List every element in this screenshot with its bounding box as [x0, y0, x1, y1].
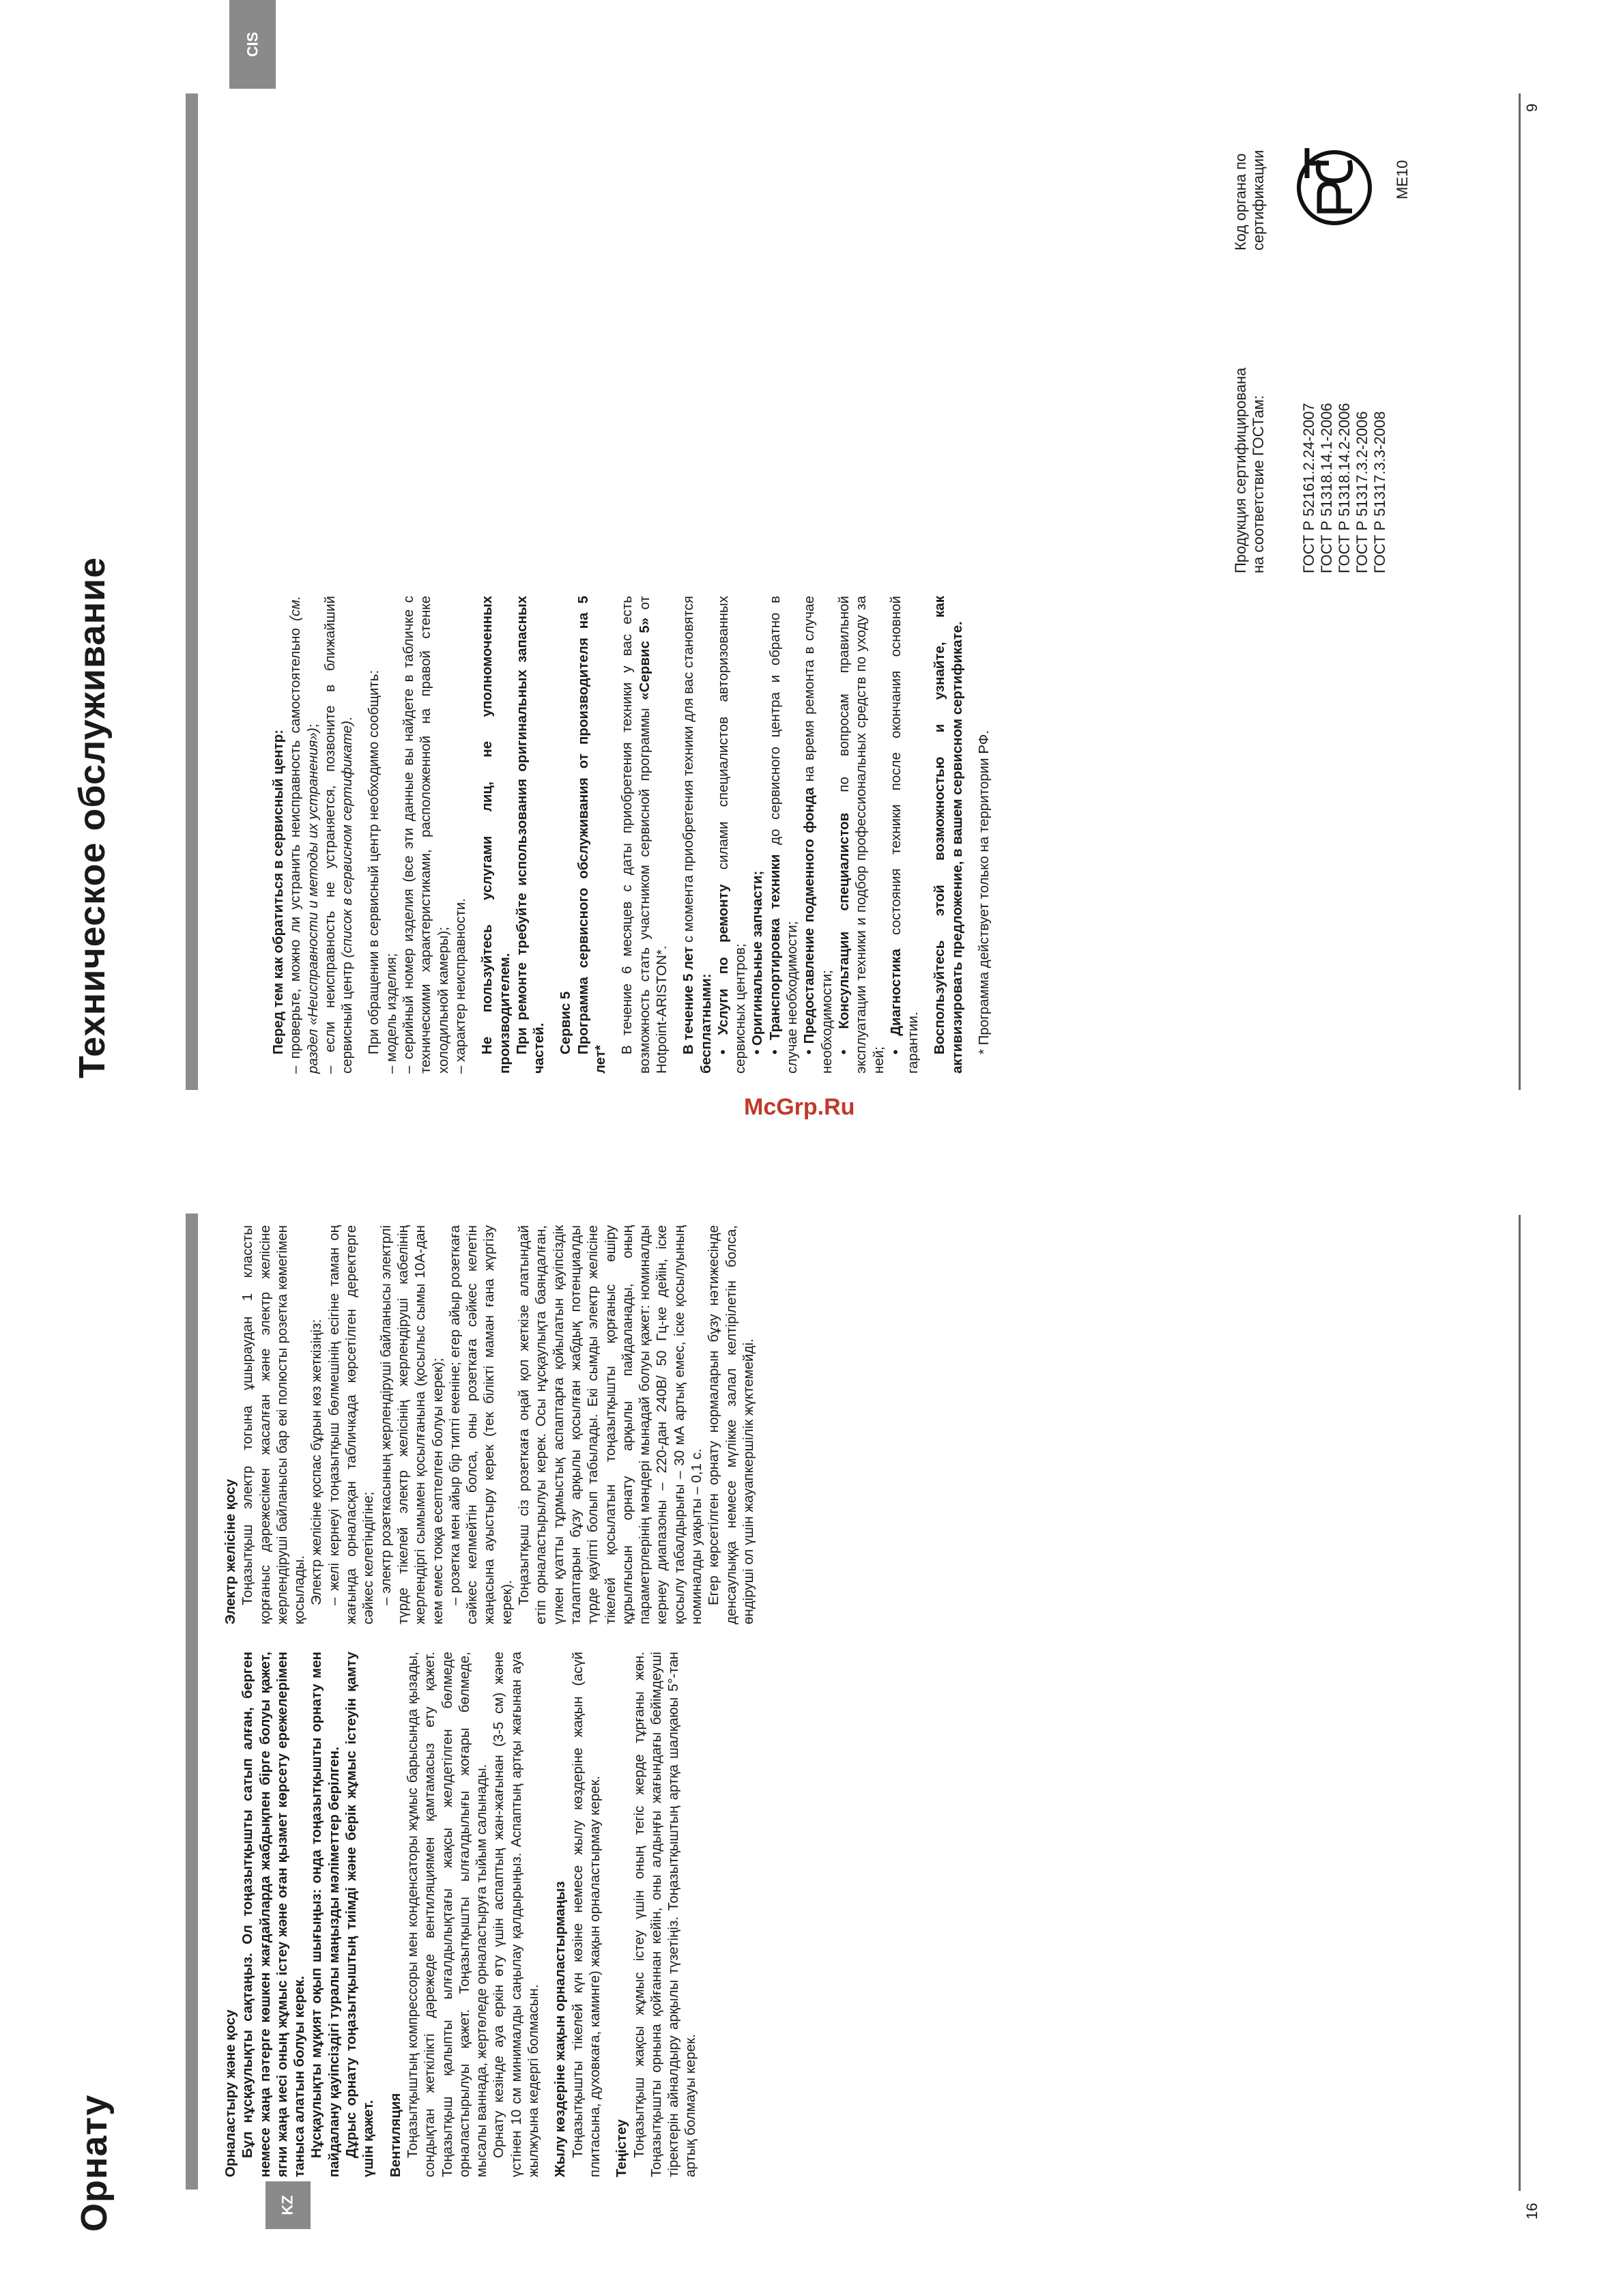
language-tab-cis-label: CIS: [244, 31, 261, 57]
page-title-left: Орнату: [74, 2094, 115, 2232]
paragraph: В течение 6 месяцев с даты приобретения техники у вас есть возможность стать участником сервисной программы «Сервис 5» от Hotpoint-ARISTON*.: [619, 596, 670, 1074]
certification-code-line: сертификации: [1250, 149, 1267, 250]
page-number-left: 16: [1523, 2202, 1540, 2220]
warning-text: При ремонте требуйте использования оригинальных запасных частей.: [513, 596, 547, 1074]
list-item: – проверьте, можно ли устранить неисправность самостоятельно (см. раздел «Неисправности и методы их устранения»);: [287, 596, 321, 1074]
list-item: • Транспортировка техники до сервисного центра и обратно в случае необходимости;: [766, 596, 801, 1074]
left-column-1: [222, 1652, 700, 2177]
right-page-sidebar-bar: [186, 94, 198, 1090]
gost-item: ГОСТ Р 51318.14.2-2006: [1336, 403, 1353, 573]
page-title-right: Техническое обслуживание: [72, 556, 113, 1078]
paragraph: Тоңазытқыш электр тогына ұшыраудан 1 классты қорғаныс дәрежесімен жасалған және электр желісіне жерлендіруші байланысы бар екі полюсты розетка көмегімен қосылады.: [240, 1225, 308, 1624]
paragraph: Бұл нұсқаулықты сақтаңыз. Ол тоңазытқышты сатып алған, берген немесе жаңа пәтерге көшкен жағдайларда жабдықпен бірге болуы қажет, ягни жаңа иесі оның жұмыс істеу және оған қызмет көрсету ережелерімен таныса алатын болуы керек.: [240, 1652, 308, 2177]
list-item: – желі кернеуі тоңазытқыш бөлмешінің есігіне таман оң жағында орналасқан табличкада көрсетілген деректерге сәйкес келетіндігіне;: [326, 1225, 377, 1624]
paragraph: Воспользуйтесь этой возможностью и узнайте, как активизировать предложение, в вашем сервисном сертификате.: [932, 596, 965, 1074]
certification-code-line: Код органа по: [1232, 153, 1249, 250]
list-item: • Консультации специалистов по вопросам правильной эксплуатации техники и подбор профессиональных средств по уходу за ней;: [835, 596, 887, 1074]
list-item: • Оригинальные запчасти;: [749, 870, 766, 1054]
gost-item: ГОСТ Р 51318.14.1-2006: [1318, 403, 1335, 573]
paragraph: Егер көрсетілген орнату нормаларын бұзу нәтижесінде денсаулыққа немесе мүлікке залал келтірілетін болса, өндіруші ол үшін жауапкершілік жүктемейді.: [706, 1225, 756, 1624]
certification-line: Продукция сертифицирована: [1232, 367, 1249, 573]
paragraph: Тоңазытқышты тікелей күн көзіне немесе жылу көздеріне жақын (асүй плитасына, духовкаға, каминге) жақын орналастырмау керек.: [569, 1652, 603, 2177]
paragraph: Электр желісіне қоспас бұрын көз жеткізіңіз:: [309, 1319, 325, 1605]
paragraph: Тоңазытқыш сіз розеткаға оңай қол жеткізе алатындай етіп орналастырылуы керек. Осы нұсқаулықта баяндалған, үлкен қуатты тұрмыстық аспаптарға қойылатын қауіпсіздік талаптарын бұзу арқылы қосылған жабдық потенциалды түрде қауіпті болып табылады. Екі сымды электр желісіне тікелей қосылатын тоңазытқышты қорғаныс өшіру құрылғысын орнату арқылы пайдаланады, оның параметрлерінің мәндері мынадай болуы қажет: номиналды кернеу диапазоны – 220-дан 240В/ 50 Гц-ке дейін, іске қосылу табалдырығы – 30 мА артық емес, іске қосылуының номиналды уақыты – 0,1 с.: [516, 1225, 705, 1624]
list-item: • Предоставление подменного фонда на время ремонта в случае необходимости;: [801, 596, 835, 1074]
section-heading-electrical: Электр желісіне қосу: [223, 1478, 238, 1624]
list-item: – модель изделия;: [383, 953, 399, 1074]
gost-item: ГОСТ Р 52161.2.24-2007: [1300, 403, 1317, 573]
right-column-1: [270, 596, 992, 1074]
list-item: • Диагностика состояния техники после окончания основной гарантии.: [887, 595, 921, 1074]
watermark: McGrp.Ru: [744, 1094, 855, 1120]
paragraph: Нұсқаулықты мұқият оқып шығыңыз: онда тоңазытқышты орнату мен пайдалану қауіпсіздігі туралы маңызды мәліметтер берілген.: [309, 1652, 342, 2177]
list-item: – серийный номер изделия (все эти данные вы найдете в табличке с техническими характеристиками, расположенной на правой стенке холодильной камеры);: [401, 596, 451, 1074]
left-page-divider: [1519, 1215, 1521, 2191]
list-item: – розетка мен айыр бір типті екеніне; егер айыр розеткаға сәйкес келмейтін болса, оны розеткаға сәйкес келетін жаңасына ауыстыру керек (тек білікті маман ғана жүргізу керек).: [446, 1225, 515, 1624]
gost-list: [1300, 403, 1389, 573]
certification-code: МЕ10: [1394, 160, 1411, 199]
left-page-sidebar-bar: [186, 1214, 198, 2190]
footnote: * Программа действует только на территории РФ.: [975, 730, 992, 1054]
right-page-divider: [1519, 94, 1521, 1090]
section-heading-placement: Орналастыру және қосу: [223, 2009, 238, 2177]
section-heading-ventilation: Вентиляция: [387, 2093, 403, 2177]
section-heading-leveling: Теңістеу: [614, 2119, 630, 2177]
warning-text: Не пользуйтесь услугами лиц, не уполномоченных производителем.: [479, 596, 513, 1074]
list-item: – характер неисправности.: [452, 898, 468, 1074]
paragraph: Тоңазытқыш жақсы жұмыс істеу үшін оның тегіс жерде тұрғаны жөн. Тоңазытқышты орнына қойғаннан кейін, оны алдыңғы жағындағы бейімдеуші тіректерін айналдыру арқылы түзетіңіз. Тоңазытқыштың артқа шалқаюы 5°-тан артық болмауы керек.: [631, 1652, 699, 2177]
paragraph: В течение 5 лет с момента приобретения техники для вас становятся бесплатными:: [680, 596, 714, 1074]
paragraph: Орнату кезінде ауа еркін өту үшін аспаптың жан-жағынан (3-5 см) және үстінен 10 см минималды саңылау қалдырыңыз. Аспаптың артқы жағынан ауа жылжуына кедергі болмасын.: [491, 1652, 542, 2177]
language-tab-kz: [266, 2181, 311, 2229]
list-item: • Услуги по ремонту силами специалистов авторизованных сервисных центров;: [715, 596, 749, 1074]
list-item: – если неисправность не устраняется, позвоните в ближайший сервисный центр (список в сервисном сертификате).: [321, 596, 356, 1074]
paragraph: Дұрыс орнату тоңазытқыштың тиімді және берік жұмыс істеуін қамту үшін қажет.: [343, 1652, 377, 2177]
section-subheading-service5: Программа сервисного обслуживания от производителя на 5 лет*: [575, 596, 609, 1074]
left-column-2: [222, 1225, 757, 1624]
list-item: – электр розеткасының жерлендіруші байланысы электрлі түрде тікелей электр желісінің жерлендіруші кабелінің жерлендіргі сымымен қосылғанына (қосылыс сымы 10А-дан кем емес токқа есептелген болуы керек);: [377, 1225, 446, 1624]
paragraph: Тоңазытқыштың компрессоры мен конденсаторы жұмыс барысында қызады, сондықтан жеткілікті дәрежеде вентиляциямен қамтамасыз ету қажет. Тоңазытқыш қалыпты ылғалдылықтағы жақсы желдетілген бөлмеде орналастырылуы қажет. Тоңазытқышты ылғалдылығы жоғары бөлмеде, мысалы ваннада, жертөледе орналастыруға тыйым салынады.: [404, 1652, 490, 2177]
gost-item: ГОСТ Р 51317.3.3-2008: [1371, 411, 1388, 573]
certification-block: [1232, 368, 1267, 573]
gost-item: ГОСТ Р 51317.3.2-2006: [1353, 411, 1371, 573]
language-tab-cis: [229, 0, 276, 89]
paragraph: Перед тем как обратиться в сервисный центр:: [270, 729, 286, 1054]
pct-certification-mark-icon: [1293, 137, 1375, 239]
paragraph: При обращении в сервисный центр необходимо сообщить:: [366, 670, 382, 1054]
section-heading-heat-sources: Жылу көздеріне жақын орналастырмаңыз: [552, 1881, 569, 2177]
certification-code-label: [1232, 150, 1267, 250]
certification-line: на соответствие ГОСТам:: [1250, 395, 1267, 573]
page-number-right: 9: [1523, 103, 1540, 112]
section-heading-service5: Сервис 5: [558, 991, 574, 1054]
language-tab-kz-label: KZ: [278, 2195, 296, 2215]
